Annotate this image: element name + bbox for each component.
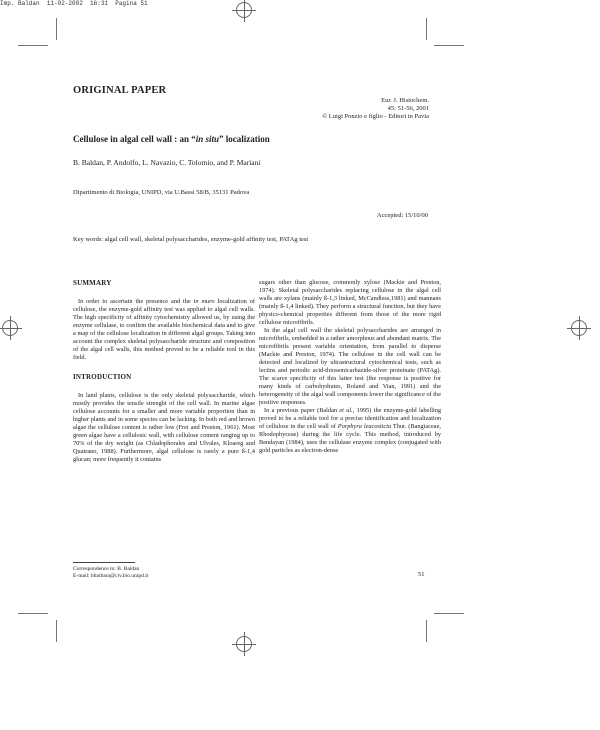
registration-mark-bottom bbox=[236, 636, 252, 652]
crop-mark bbox=[434, 45, 464, 46]
journal-volume: 45: 51-56, 2001 bbox=[387, 105, 429, 112]
footnote-rule bbox=[73, 562, 135, 563]
crop-mark bbox=[18, 613, 48, 614]
summary-heading: SUMMARY bbox=[73, 279, 112, 287]
crop-mark bbox=[434, 613, 464, 614]
author-list: B. Baldan, P. Andolfo, L. Navazio, C. Tolomio, and P. Mariani bbox=[73, 158, 261, 167]
introduction-paragraph: In land plants, cellulose is the only skeletal polysaccharide, which mostly provides the tensile strenght of the cell wall. In marine algae cellulose accounts for a smaller and more variable proportion than in higher plants and in some species can be lacking. In both red and brown algae the cellulose content is rather low (Frei and Preston, 1961). Most green algae have a cellulosic wall, with cellulose content ranging up to 70% of the dry weight (as Chladophorales and Ulvales, Kloareg and Quatrano, 1988). Furthermore, algal cellulose is rarely a pure ß-1,4 glucan; more frequently it contains bbox=[73, 392, 255, 463]
correspondence-email: E-mail: bbarbara@civ.bio.unipd.it bbox=[73, 573, 149, 579]
crop-mark bbox=[18, 45, 48, 46]
correspondence-name: Correspondence to: B. Baldan bbox=[73, 566, 140, 572]
crop-mark bbox=[56, 18, 57, 40]
body-paragraph: In the algal cell wall the skeletal polysaccharides are arranged in microfibrils, embedded in a rather amorphous and abundant matrix. The microfibrils present variable orientation, from parallel to disperse (Mackie and Preston, 1974). The cellulose in the cell wall can be detected and localized by ultrastructural cytochemical tests, such as lectins and periodic acid-thiosemicarbazide-silver proteinate (PATAg). The scarce specificity of this latter test (the response is positive for many kinds of carbohydrates, Roland and Vian, 1991) and the heterogeneity of the algal wall components lower the significance of the positive responses. bbox=[259, 327, 441, 406]
left-column bbox=[73, 279, 255, 464]
print-slug: Imp. Baldan 11-02-2002 16:31 Pagina 51 bbox=[0, 0, 148, 7]
crop-mark bbox=[426, 18, 427, 40]
paper-title: Cellulose in algal cell wall : an “in situ” localization bbox=[73, 134, 270, 144]
correspondence-footnote bbox=[73, 566, 148, 580]
body-paragraph: sugars other than glucose, commonly xylose (Mackie and Preston, 1974). Skeletal polysaccharides replacing cellulose in the algal cell walls are xylans (mainly ß-1,3 linked, McCandless,1981) and mannans (mainly ß-1,4 linked). They perform a structural function, but they have physico-chemical properties different from those of the more rigid cellulose microfibrils. bbox=[259, 279, 441, 326]
registration-mark-top bbox=[236, 2, 252, 18]
page-number: 51 bbox=[418, 571, 425, 578]
summary-paragraph: In order to ascertain the presence and the in muro localization of cellulose, the enzyme-gold affinity test was applied to algal cell walls. The high specificity of affinity cytochemistry allowed us, by using the enzyme cellulase, to confirm the available biochemical data and to give a map of the cellulose localization in different algal groups. Taking into account the complex skeletal polysaccharide structure and composition of the algal cell walls, this method proved to be a reliable tool in this field. bbox=[73, 298, 255, 361]
affiliation: Dipartimento di Biologia, UNIPD, via U.Bassi 58/B, 35131 Padova bbox=[73, 189, 250, 196]
crop-mark bbox=[56, 620, 57, 642]
introduction-heading: INTRODUCTION bbox=[73, 373, 132, 381]
journal-citation bbox=[322, 97, 429, 121]
section-label: ORIGINAL PAPER bbox=[73, 85, 167, 96]
crop-mark bbox=[426, 620, 427, 642]
body-paragraph: In a previous paper (Baldan et al., 1995) the enzyme-gold labelling proved to be a reliable tool for a precise identification and localization of cellulose in the cell wall of Porphyra leucosticta Thur. (Bangiaceae, Rhodophyceae) during the life cycle. This method, introduced by Bendayan (1984), uses the cellulase enzyme complex (conjugated with gold particles as electron-dense bbox=[259, 407, 441, 454]
journal-publisher: © Luigi Ponzio e figlio - Editori in Pavia bbox=[322, 113, 429, 120]
journal-name: Eur. J. Histochem. bbox=[381, 97, 429, 104]
right-column bbox=[259, 279, 441, 455]
registration-mark-left bbox=[2, 320, 18, 336]
accepted-date: Accepted: 15/10/00 bbox=[376, 212, 428, 219]
registration-mark-right bbox=[571, 320, 587, 336]
keywords: Key words: algal cell wall, skeletal polysaccharides, enzyme-gold affinity test, PATAg test bbox=[73, 236, 309, 243]
